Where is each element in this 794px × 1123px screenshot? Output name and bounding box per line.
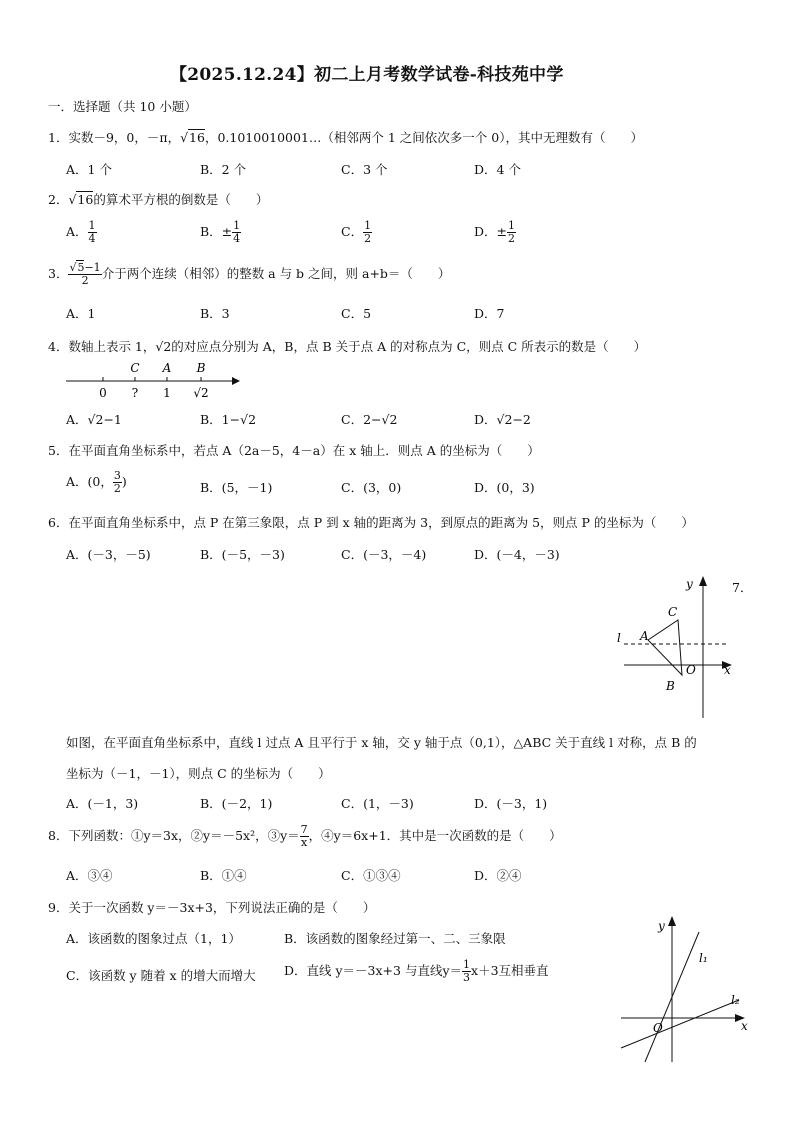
q6-option-a: A．(－3，－5) xyxy=(66,547,151,562)
fig9-label-l1: l₁ xyxy=(699,951,708,965)
fig7-label-x: x xyxy=(724,663,731,677)
triangle-abc xyxy=(648,620,682,675)
fig7-label-y: y xyxy=(686,577,693,591)
fig7-label-a: A xyxy=(640,629,649,643)
q5-option-a: A．(0， $\frac{3}{2}$ ) xyxy=(66,469,127,495)
q6-option-b: B．(－5，－3) xyxy=(200,547,285,562)
q7-option-c: C．(1，－3) xyxy=(341,796,414,811)
q7-option-a: A．(－1，3) xyxy=(66,796,139,811)
q1-option-a: A．1 个 xyxy=(66,162,112,177)
q2-option-d: D．± $\frac{1}{2}$ xyxy=(474,219,515,245)
label-zero: 0 xyxy=(99,386,107,400)
section-heading: 一．选择题（共 10 小题） xyxy=(48,99,197,114)
label-one: 1 xyxy=(163,386,171,400)
question-7-number: 7． xyxy=(732,580,753,595)
q4-option-c: C．2−√2 xyxy=(341,412,398,427)
fig9-label-l2: l₂ xyxy=(731,993,740,1007)
page-title: 【2025.12.24】初二上月考数学试卷-科技苑中学 xyxy=(170,65,564,85)
q5-option-c: C．(3，0) xyxy=(341,480,402,495)
q9-option-d: D．直线 y＝－3x+3 与直线y＝ $\frac{1}{3}$ x＋3互相垂直 xyxy=(284,958,549,984)
label-a: A xyxy=(162,361,172,375)
number-line-arrow xyxy=(232,377,240,385)
q7-option-b: B．(－2，1) xyxy=(200,796,273,811)
question-2-stem: 2．√16的算术平方根的倒数是（ ） xyxy=(48,192,269,207)
q9-option-c: C．该函数 y 随着 x 的增大而增大 xyxy=(66,968,256,983)
fig7-label-l: l xyxy=(617,631,621,645)
q6-option-c: C．(－3，－4) xyxy=(341,547,427,562)
label-question: ? xyxy=(131,386,139,400)
q2-option-c: C． $\frac{1}{2}$ xyxy=(341,219,372,245)
question-6-stem: 6．在平面直角坐标系中，点 P 在第三象限，点 P 到 x 轴的距离为 3，到原点的距离为 5，则点 P 的坐标为（ ） xyxy=(48,515,694,530)
q1-option-d: D．4 个 xyxy=(474,162,521,177)
q5-option-d: D．(0，3) xyxy=(474,480,535,495)
fig9-label-y: y xyxy=(658,919,665,933)
y-axis-arrow xyxy=(668,916,676,926)
q3-option-c: C．5 xyxy=(341,306,372,321)
fig7-label-b: B xyxy=(666,679,675,693)
q8-option-a: A．③④ xyxy=(66,868,113,883)
q3-option-d: D．7 xyxy=(474,306,505,321)
question-9-stem: 9．关于一次函数 y＝－3x+3，下列说法正确的是（ ） xyxy=(48,900,376,915)
question-1-stem: 1．实数－9，0，－π，√16，0.1010010001…（相邻两个 1 之间依次多一个 0），其中无理数有（ ） xyxy=(48,130,643,145)
q8-option-d: D．②④ xyxy=(474,868,522,883)
lines-coordinate-figure xyxy=(615,912,755,1064)
fig7-label-o: O xyxy=(686,663,696,677)
line-l2 xyxy=(621,1000,739,1048)
question-8-stem: 8．下列函数：①y＝3x，②y＝－5x²，③y＝ $\frac{7}{x}$ ，④y＝6x+1．其中是一次函数的是（ ） xyxy=(48,823,562,849)
y-axis-arrow xyxy=(699,576,707,586)
fig9-label-o: O xyxy=(653,1021,663,1035)
question-5-stem: 5．在平面直角坐标系中，若点 A（2a－5，4－a）在 x 轴上．则点 A 的坐标为（ ） xyxy=(48,443,540,458)
q3-option-b: B．3 xyxy=(200,306,230,321)
q3-option-a: A．1 xyxy=(66,306,96,321)
q2-option-b: B．± $\frac{1}{4}$ xyxy=(200,219,241,245)
q9-option-a: A．该函数的图象过点（1，1） xyxy=(66,931,241,946)
q6-option-d: D．(－4，－3) xyxy=(474,547,560,562)
q2-option-a: A． $\frac{1}{4}$ xyxy=(66,219,96,245)
number-line-figure xyxy=(60,358,240,404)
fig7-label-c: C xyxy=(668,605,678,619)
question-4-stem: 4．数轴上表示 1，√2的对应点分别为 A，B，点 B 关于点 A 的对称点为 C，则点 C 所表示的数是（ ） xyxy=(48,339,647,354)
q1-option-c: C．3 个 xyxy=(341,162,388,177)
q4-option-a: A．√2−1 xyxy=(66,412,122,427)
q7-option-d: D．(－3，1) xyxy=(474,796,548,811)
q5-option-b: B．(5，－1) xyxy=(200,480,273,495)
q1-option-b: B．2 个 xyxy=(200,162,247,177)
label-b: B xyxy=(196,361,206,375)
fig9-label-x: x xyxy=(741,1019,748,1033)
q9-option-b: B．该函数的图象经过第一、二、三象限 xyxy=(284,931,506,946)
q4-option-b: B．1−√2 xyxy=(200,412,257,427)
question-7-stem-line2: 坐标为（－1，－1），则点 C 的坐标为（ ） xyxy=(66,766,331,781)
q8-option-b: B．①④ xyxy=(200,868,247,883)
label-sqrt2: √2 xyxy=(193,386,209,400)
q8-option-c: C．①③④ xyxy=(341,868,401,883)
question-7-stem-line1: 如图，在平面直角坐标系中，直线 l 过点 A 且平行于 x 轴，交 y 轴于点（0,1），△ABC 关于直线 l 对称，点 B 的 xyxy=(66,735,697,750)
label-c: C xyxy=(130,361,140,375)
question-3-stem: 3． $\frac{√5-1}{2}$ 介于两个连续（相邻）的整数 a 与 b 之间，则 a+b＝（ ） xyxy=(48,261,451,287)
q4-option-d: D．√2−2 xyxy=(474,412,531,427)
triangle-coordinate-figure xyxy=(610,572,740,720)
